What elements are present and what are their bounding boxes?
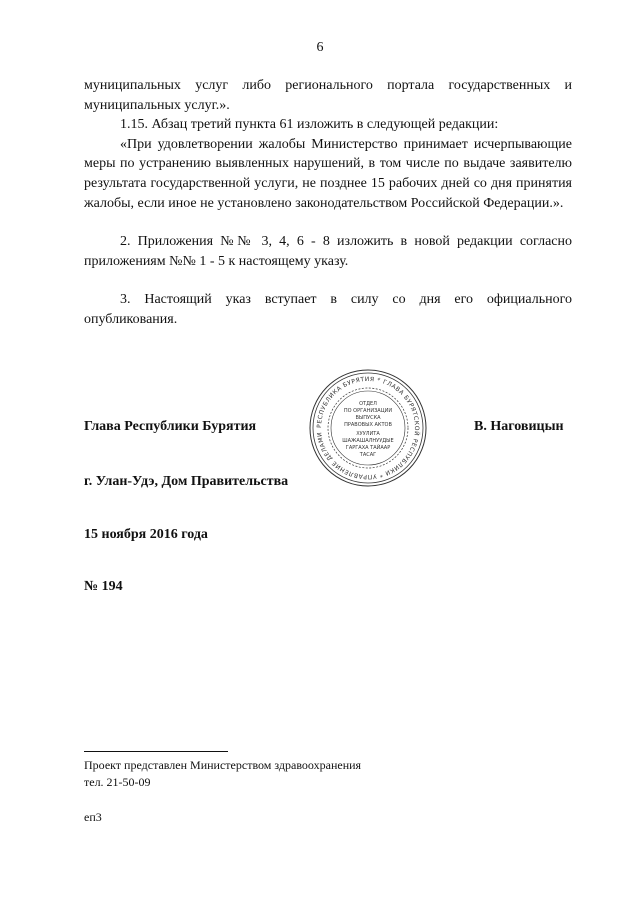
page-number: 6: [316, 40, 324, 55]
signing-place: г. Улан-Удэ, Дом Правительства: [84, 474, 289, 489]
paragraph-3: 3. Настоящий указ вступает в силу со дня его официального опубликования.: [84, 292, 572, 327]
seal-line: ХУУЛИТА: [356, 431, 380, 437]
paragraph-2: 2. Приложения №№ 3, 4, 6 - 8 изложить в новой редакции согласно приложениям №№ 1 - 5 к настоящему указу.: [84, 234, 572, 269]
footer-divider: [84, 751, 228, 752]
seal-line: ПРАВОВЫХ АКТОВ: [344, 422, 392, 428]
seal-line: ШАЖАШАЛНУУДЫЕ: [342, 438, 394, 444]
paragraph-1-15: 1.15. Абзац третий пункта 61 изложить в следующей редакции:: [120, 117, 499, 133]
decree-body: [84, 76, 572, 330]
paragraph-quote: «При удовлетворении жалобы Министерство принимает исчерпывающие меры по устранению выявленных нарушений, в том числе по выдаче заявителю результата государственной услуги, не позднее 15 рабочих дней со дня принятия жалобы, если иное не установлено законодательством Российской Федерации.».: [84, 136, 572, 211]
seal-line: ТАСАГ: [359, 452, 377, 458]
svg-text:РЕСПУБЛИКА БУРЯТИЯ * ГЛАВА БУР: [316, 376, 420, 480]
seal-ring-text: РЕСПУБЛИКА БУРЯТИЯ * ГЛАВА БУРЯТСКОЙ РЕСПУБЛИКИ * УПРАВЛЕНИЕ ДЕЛАМИ: [315, 375, 421, 481]
seal-line: ВЫПУСКА: [355, 415, 381, 421]
decree-number: № 194: [84, 579, 123, 594]
signatory-position: Глава Республики Бурятия: [84, 419, 257, 434]
footer-phone: тел. 21-50-09: [84, 775, 151, 789]
seal-line: ПО ОРГАНИЗАЦИИ: [343, 408, 393, 414]
footer-code: еп3: [84, 810, 102, 824]
signing-date: 15 ноября 2016 года: [84, 527, 208, 542]
seal-line: ОТДЕЛ: [359, 401, 377, 407]
paragraph-continuation: муниципальных услуг либо регионального портала государственных и муниципальных услуг.».: [84, 78, 572, 113]
footer-note: [84, 757, 361, 791]
footer-note-line: Проект представлен Министерством здравоохранения: [84, 758, 362, 772]
seal-line: ГАРГАХА ТАЙААР: [345, 445, 391, 451]
signatory-name: В. Наговицын: [474, 419, 564, 434]
official-seal: [308, 368, 428, 488]
